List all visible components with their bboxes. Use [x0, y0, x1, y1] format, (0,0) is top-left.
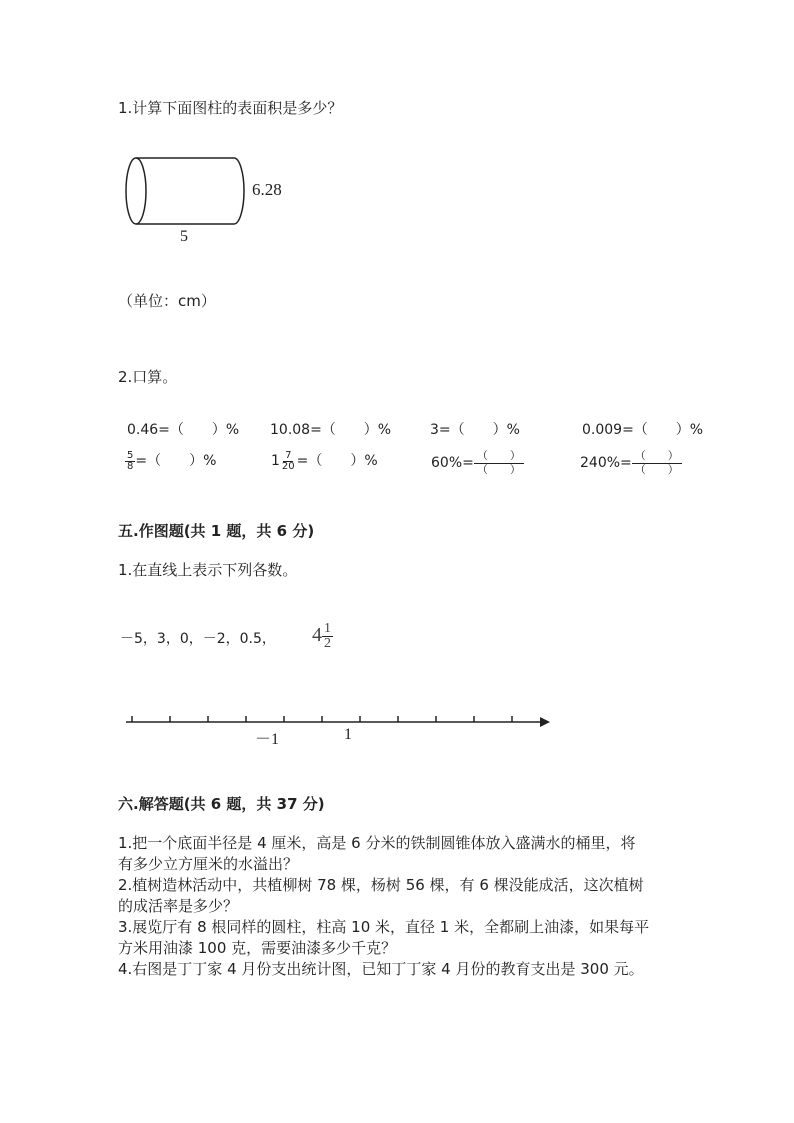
- q2-item-8: 240%= （ ） （ ）: [580, 450, 682, 476]
- cylinder-length-label: 5: [180, 228, 188, 245]
- q2-item-6: 1 $\frac{7}{20}$ =（ ）%: [271, 449, 378, 472]
- q2-title: 2.口算。: [118, 368, 178, 386]
- section5-heading: 五.作图题(共 1 题，共 6 分): [118, 522, 315, 540]
- cylinder-body: [136, 158, 244, 224]
- q2-item-7: 60%= （ ） （ ）: [431, 450, 524, 476]
- blank-fraction: （ ） （ ）: [474, 450, 524, 476]
- section6-line-2: 有多少立方厘米的水溢出？: [118, 855, 299, 873]
- cylinder-height-label: 6.28: [252, 180, 282, 199]
- section6-line-7: 4.右图是丁丁家 4 月份支出统计图，已知丁丁家 4 月份的教育支出是 300 元。: [118, 960, 644, 978]
- q2-item-1: 0.46=（ ）%: [127, 422, 240, 438]
- number-line-ticks: [132, 716, 512, 722]
- number-line: [120, 710, 560, 734]
- numbers-list: －5，3，0，－2，0.5，: [120, 631, 276, 647]
- mixed-number: 4 $\frac{1}{2}$: [312, 621, 331, 651]
- fraction-7-20: $\frac{7}{20}$: [281, 449, 295, 472]
- section6-heading: 六.解答题(共 6 题，共 37 分): [118, 795, 325, 813]
- blank-fraction: （ ） （ ）: [632, 450, 682, 476]
- section6-line-1: 1.把一个底面半径是 4 厘米，高是 6 分米的铁制圆锥体放入盛满水的桶里，将: [118, 834, 636, 852]
- q2-item-5: $\frac{5}{8}$ =（ ）%: [127, 449, 217, 472]
- axis-label-neg-1: －1: [255, 731, 280, 748]
- fraction-5-8: $\frac{5}{8}$: [127, 449, 134, 472]
- q2-item-2: 10.08=（ ）%: [270, 422, 392, 438]
- q1-unit: （单位：cm）: [118, 292, 216, 310]
- cylinder-base: [126, 158, 146, 224]
- cylinder-figure: [120, 150, 250, 230]
- q2-item-3: 3=（ ）%: [430, 422, 520, 438]
- section5-q1: 1.在直线上表示下列各数。: [118, 561, 298, 579]
- axis-label-1: 1: [344, 726, 352, 743]
- q1-title: 1.计算下面图柱的表面积是多少？: [118, 99, 343, 117]
- section6-line-6: 方米用油漆 100 克，需要油漆多少千克？: [118, 939, 397, 957]
- section6-line-5: 3.展览厅有 8 根同样的圆柱，柱高 10 米，直径 1 米，全都刷上油漆，如果每平: [118, 918, 650, 936]
- q2-item-4: 0.009=（ ）%: [582, 422, 704, 438]
- arrow-head-icon: [540, 717, 550, 727]
- section6-line-4: 的成活率是多少？: [118, 897, 239, 915]
- section6-line-3: 2.植树造林活动中，共植柳树 78 棵，杨树 56 棵，有 6 棵没能成活，这次植树: [118, 876, 644, 894]
